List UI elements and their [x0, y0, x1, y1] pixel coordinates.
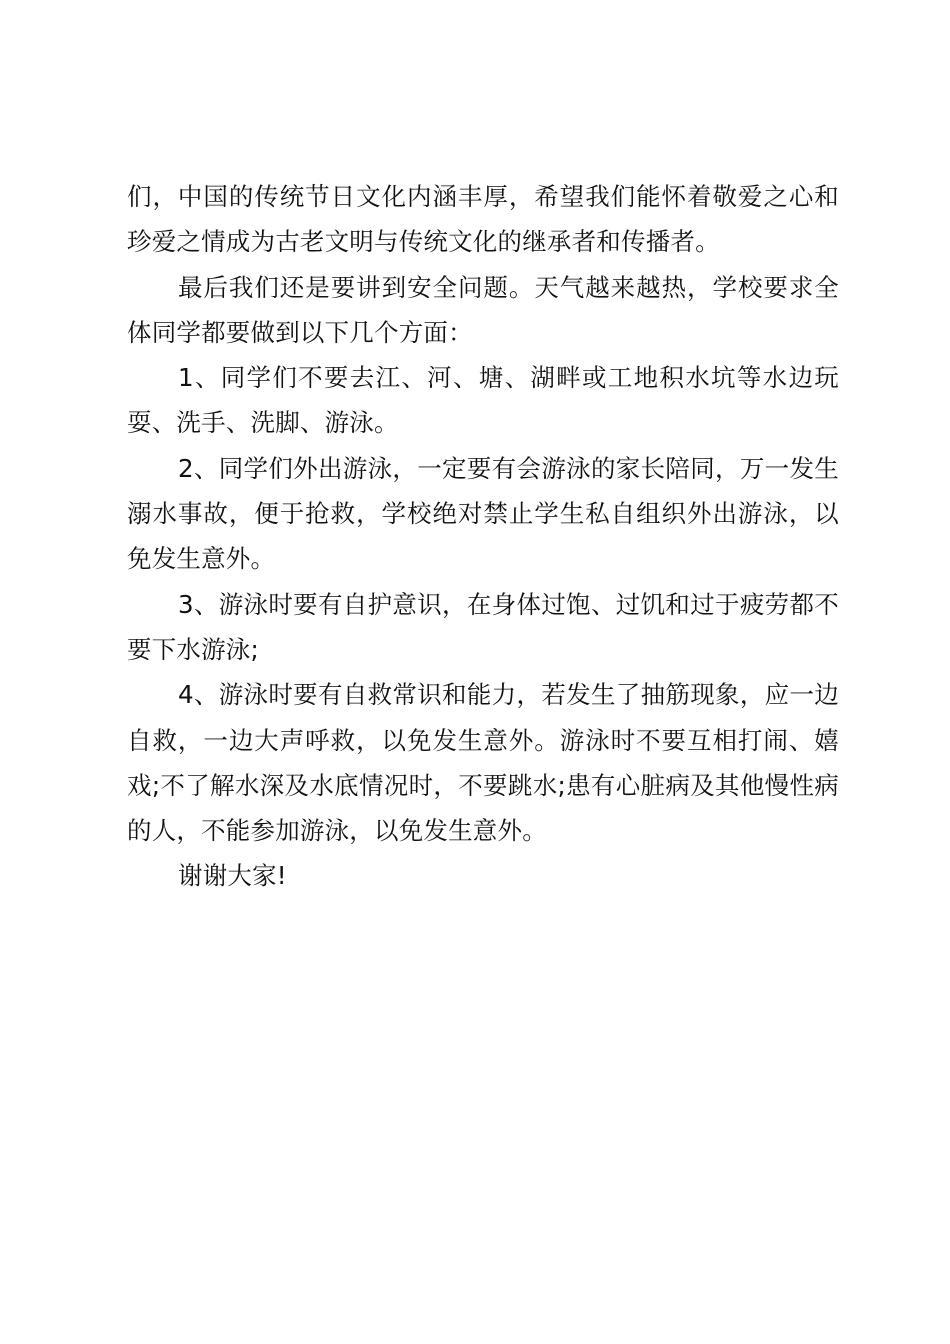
document-body	[127, 174, 839, 899]
paragraph-continuation: 们，中国的传统节日文化内涵丰厚，希望我们能怀着敬爱之心和珍爱之情成为古老文明与传统文化的继承者和传播者。	[127, 182, 839, 257]
paragraph-rule-4: 4、游泳时要有自救常识和能力，若发生了抽筋现象，应一边自救，一边大声呼救，以免发生意外。游泳时不要互相打闹、嬉戏;不了解水深及水底情况时，不要跳水;患有心脏病及其他慢性病的人，不能参加游泳，以免发生意外。	[127, 680, 839, 846]
paragraph-rule-3: 3、游泳时要有自护意识，在身体过饱、过饥和过于疲劳都不要下水游泳;	[127, 589, 839, 664]
paragraph-closing: 谢谢大家!	[178, 861, 287, 891]
paragraph-rule-2: 2、同学们外出游泳，一定要有会游泳的家长陪同，万一发生溺水事故，便于抢救，学校绝对禁止学生私自组织外出游泳，以免发生意外。	[127, 453, 839, 574]
paragraph-safety-intro: 最后我们还是要讲到安全问题。天气越来越热，学校要求全体同学都要做到以下几个方面：	[127, 272, 839, 347]
paragraph-rule-1: 1、同学们不要去江、河、塘、湖畔或工地积水坑等水边玩耍、洗手、洗脚、游泳。	[127, 363, 839, 438]
